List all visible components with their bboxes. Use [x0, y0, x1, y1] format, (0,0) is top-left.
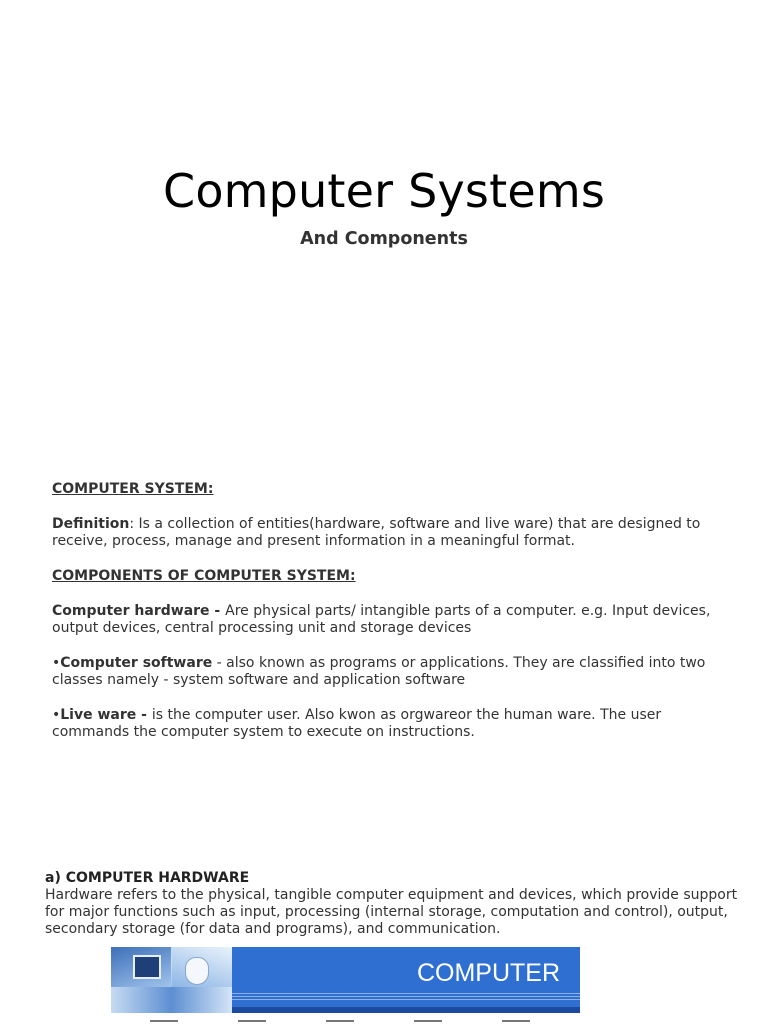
monitor-icon	[133, 955, 161, 979]
banner-stripes	[232, 993, 580, 1001]
banner-caption-marks	[150, 1020, 530, 1024]
bullet: •	[52, 654, 61, 671]
banner-bottom-strip	[232, 1007, 580, 1013]
component-text: is the computer user. Also kwon as orgwareor the human ware. The user commands the computer system to execute on instructions.	[52, 706, 662, 740]
component-text: - also known as programs or applications. They are classified into two classes namely - system software and application software	[52, 654, 706, 688]
component-item-hardware	[52, 603, 722, 638]
section-heading: COMPONENTS OF COMPUTER SYSTEM:	[52, 568, 356, 584]
component-item-software	[52, 655, 722, 690]
page-title: Computer Systems	[163, 164, 605, 218]
hardware-paragraph: Hardware refers to the physical, tangible computer equipment and devices, which provide support for major functions such as input, processing (internal storage, computation and control), output, secondary storage (for data and programs), and communication.	[45, 887, 738, 937]
component-label: Computer hardware -	[52, 602, 226, 619]
component-label: Live ware -	[60, 706, 152, 723]
component-text: Are physical parts/ intangible parts of a computer. e.g. Input devices, output devices, central processing unit and storage devices	[52, 602, 711, 636]
definition-text: : Is a collection of entities(hardware, software and live ware) that are designed to receive, process, manage and present information in a meaningful format.	[52, 515, 701, 549]
page-subtitle: And Components	[300, 229, 468, 249]
computer-system-section	[52, 481, 722, 551]
component-item-liveware	[52, 707, 722, 742]
definition-paragraph	[52, 516, 722, 551]
definition-label: Definition	[52, 515, 130, 532]
section-heading: COMPUTER SYSTEM:	[52, 481, 214, 497]
hardware-heading: a) COMPUTER HARDWARE	[45, 870, 250, 886]
component-label: Computer software	[60, 654, 213, 671]
mouse-icon	[185, 957, 209, 985]
bullet: •	[52, 706, 61, 723]
computer-banner-image	[111, 947, 580, 1013]
computer-photo-icon	[111, 947, 232, 1013]
banner-title: COMPUTER	[416, 959, 560, 987]
components-section	[52, 568, 722, 742]
